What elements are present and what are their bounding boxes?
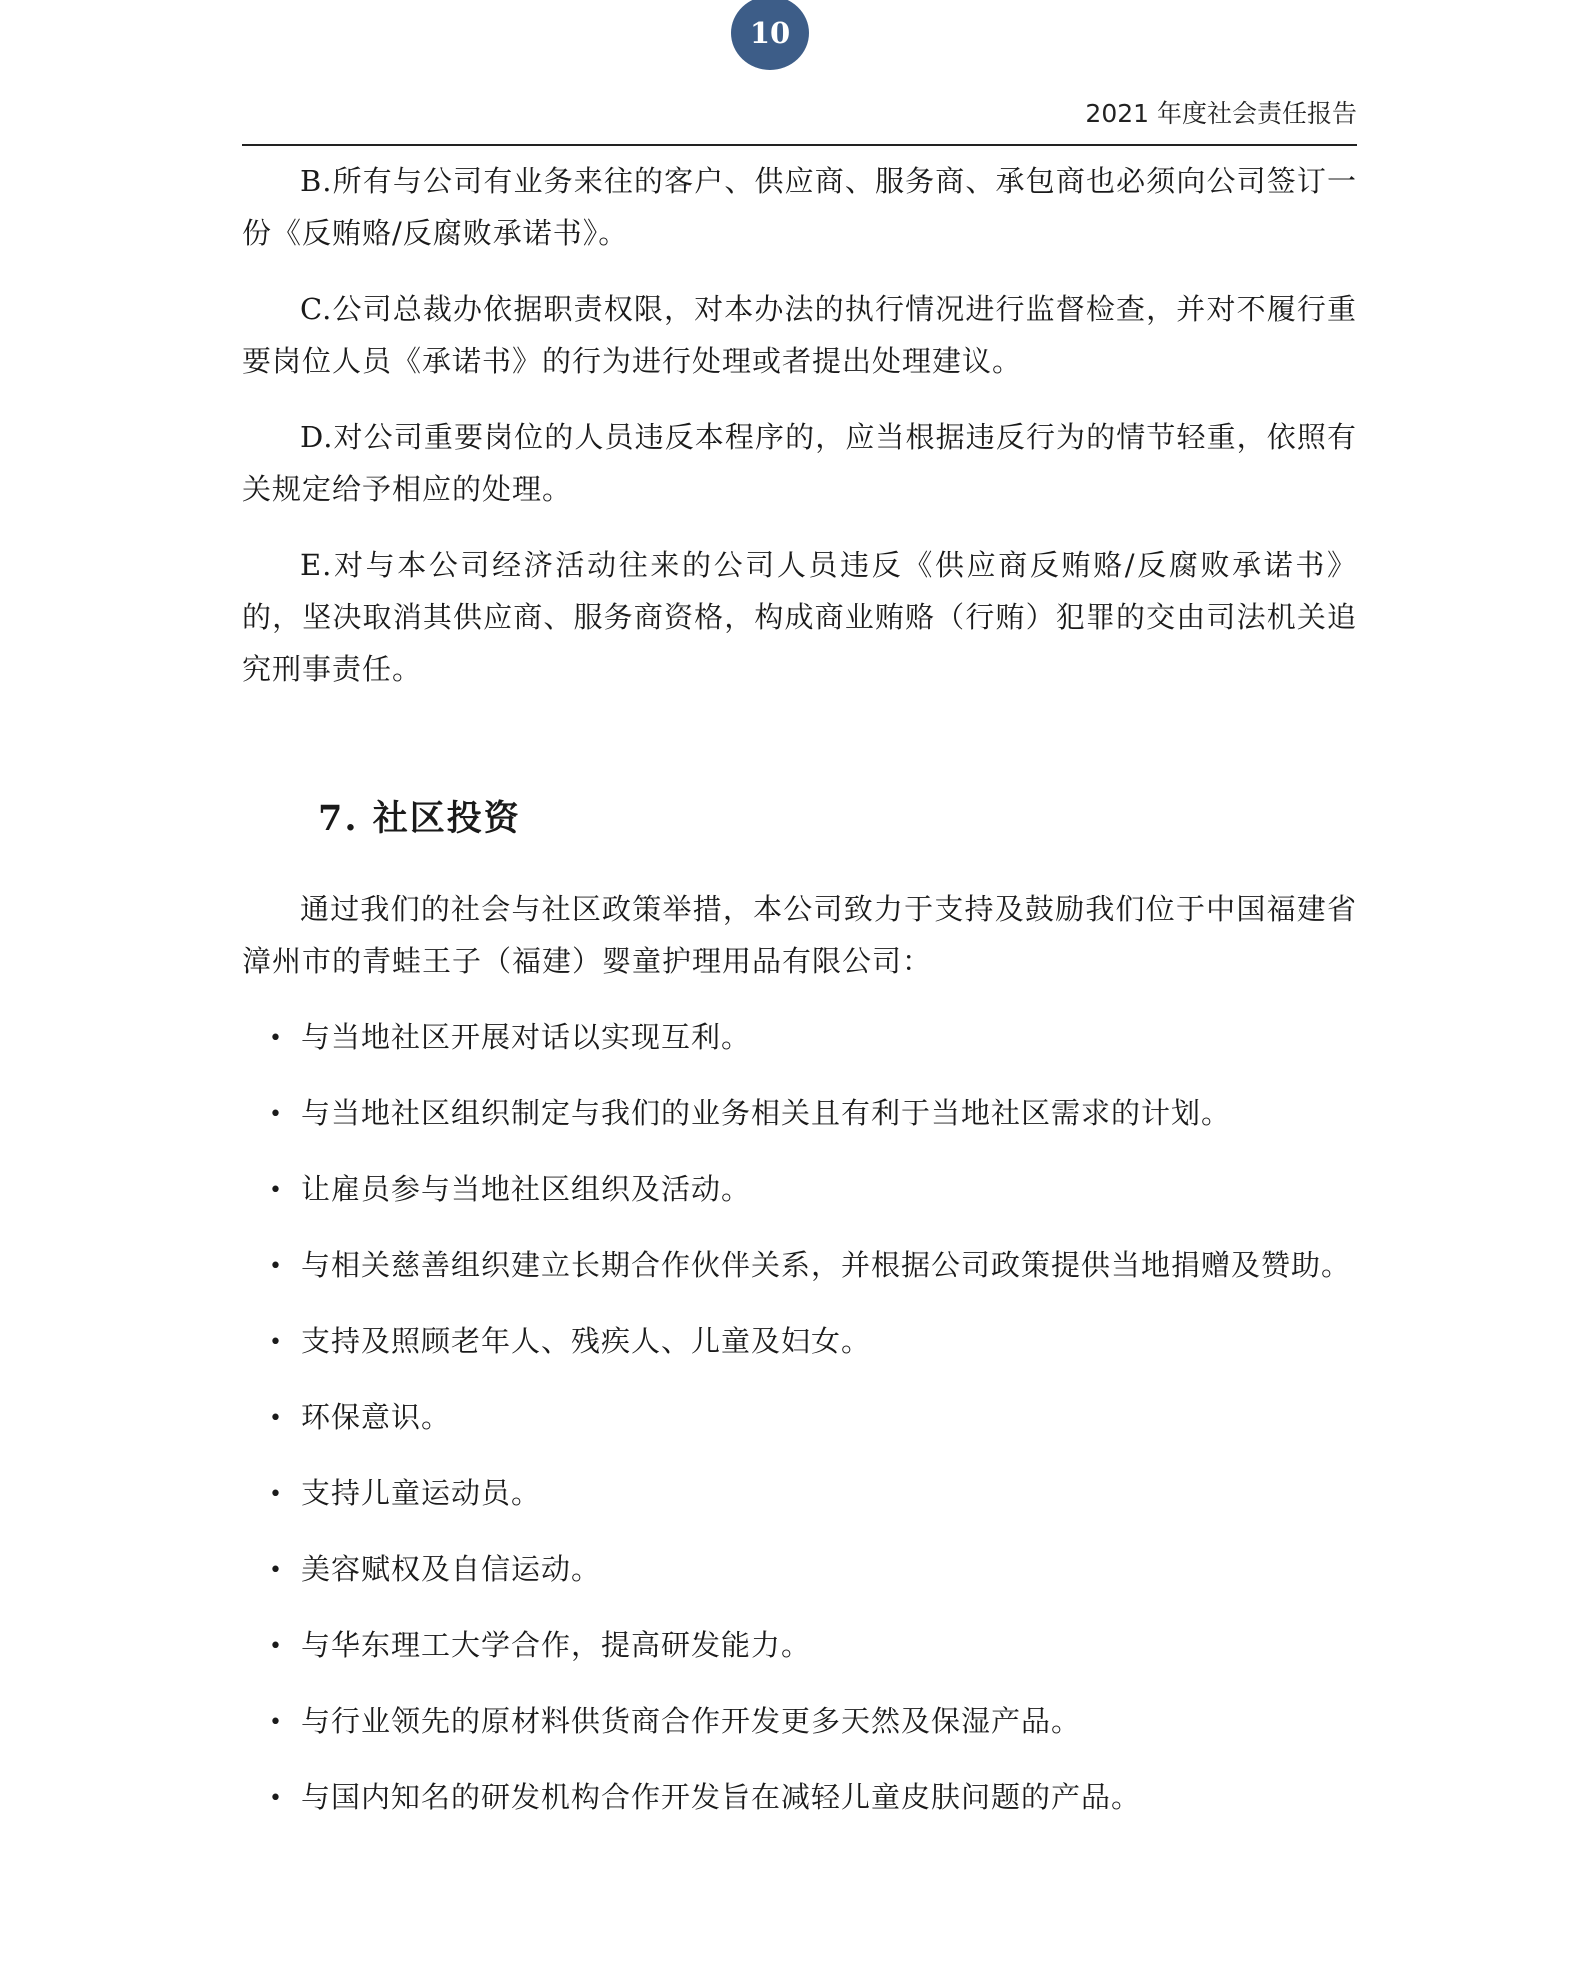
section-intro: 通过我们的社会与社区政策举措，本公司致力于支持及鼓励我们位于中国福建省漳州市的青蛙王子（福建）婴童护理用品有限公司：	[242, 892, 1357, 978]
list-item-text: 与华东理工大学合作，提高研发能力。	[301, 1628, 812, 1662]
list-item	[242, 1391, 1357, 1445]
paragraph-e: E.对与本公司经济活动往来的公司人员违反《供应商反贿赂/反腐败承诺书》的，坚决取消其供应商、服务商资格，构成商业贿赂（行贿）犯罪的交由司法机关追究刑事责任。	[242, 548, 1357, 686]
list-item	[242, 1163, 1357, 1217]
bullet-icon: •	[269, 1178, 283, 1203]
section-heading: 7. 社区投资	[318, 798, 521, 839]
list-item-text: 与当地社区开展对话以实现互利。	[301, 1020, 752, 1054]
list-item-text: 与当地社区组织制定与我们的业务相关且有利于当地社区需求的计划。	[301, 1096, 1232, 1130]
bullet-icon: •	[269, 1710, 283, 1735]
bullet-icon: •	[269, 1482, 283, 1507]
bullet-icon: •	[269, 1786, 283, 1811]
bullet-icon: •	[269, 1558, 283, 1583]
bullet-list	[242, 1011, 1357, 1825]
list-item	[242, 1011, 1357, 1065]
list-item	[242, 1087, 1357, 1141]
report-title: 2021 年度社会责任报告	[1085, 99, 1357, 128]
list-item-text: 与国内知名的研发机构合作开发旨在减轻儿童皮肤问题的产品。	[301, 1780, 1142, 1814]
page-number: 10	[749, 16, 791, 50]
list-item-text: 支持儿童运动员。	[301, 1476, 542, 1510]
list-item	[242, 1695, 1357, 1749]
bullet-icon: •	[269, 1026, 283, 1051]
page-number-badge	[731, 0, 809, 70]
bullet-icon: •	[269, 1634, 283, 1659]
document-body	[242, 155, 1357, 1847]
list-item-text: 支持及照顾老年人、残疾人、儿童及妇女。	[301, 1324, 872, 1358]
paragraph-b: B.所有与公司有业务来往的客户、供应商、服务商、承包商也必须向公司签订一份《反贿赂/反腐败承诺书》。	[242, 164, 1357, 250]
list-item	[242, 1619, 1357, 1673]
bullet-icon: •	[269, 1330, 283, 1355]
list-item-text: 与相关慈善组织建立长期合作伙伴关系，并根据公司政策提供当地捐赠及赞助。	[301, 1248, 1352, 1282]
paragraph-d: D.对公司重要岗位的人员违反本程序的，应当根据违反行为的情节轻重，依照有关规定给予相应的处理。	[242, 420, 1357, 506]
list-item	[242, 1239, 1357, 1293]
bullet-icon: •	[269, 1102, 283, 1127]
bullet-icon: •	[269, 1406, 283, 1431]
list-item-text: 环保意识。	[301, 1400, 452, 1434]
paragraph-c: C.公司总裁办依据职责权限，对本办法的执行情况进行监督检查，并对不履行重要岗位人员《承诺书》的行为进行处理或者提出处理建议。	[242, 292, 1357, 378]
list-item	[242, 1467, 1357, 1521]
list-item-text: 与行业领先的原材料供货商合作开发更多天然及保湿产品。	[301, 1704, 1082, 1738]
list-item	[242, 1771, 1357, 1825]
list-item-text: 让雇员参与当地社区组织及活动。	[301, 1172, 752, 1206]
bullet-icon: •	[269, 1254, 283, 1279]
list-item	[242, 1543, 1357, 1597]
list-item-text: 美容赋权及自信运动。	[301, 1552, 602, 1586]
list-item	[242, 1315, 1357, 1369]
header-divider	[242, 144, 1357, 146]
